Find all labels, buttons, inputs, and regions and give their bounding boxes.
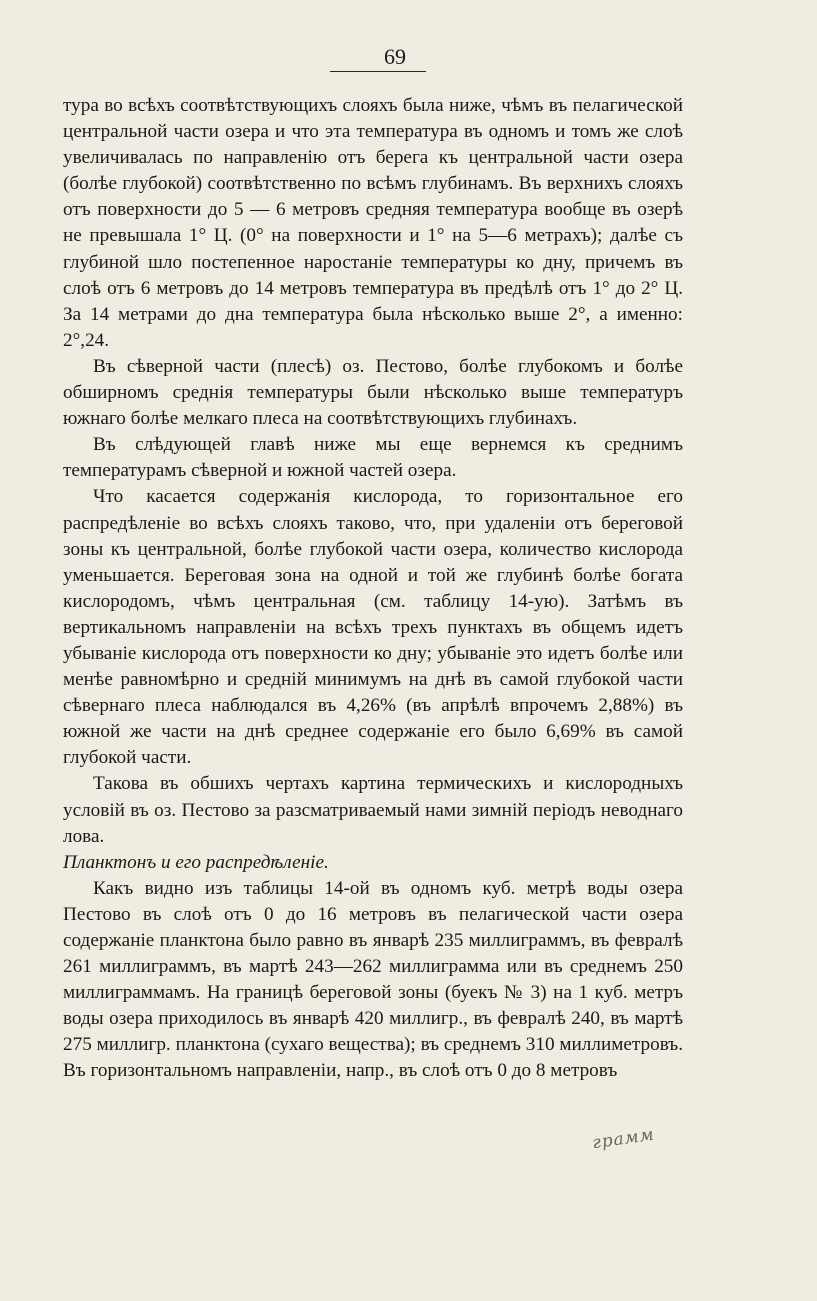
paragraph-continued: тура во всѣхъ соотвѣтствующихъ слояхъ была ниже, чѣмъ въ пелагической центральной части озера и что эта температура въ одномъ и томъ же слоѣ увеличивалась по направленію отъ берега къ центральной части озера (болѣе глубокой) соотвѣтственно по всѣмъ глубинамъ. Въ верхнихъ слояхъ отъ поверхности до 5 — 6 метровъ средняя температура вообще въ озерѣ не превышала 1° Ц. (0° на поверхности и 1° на 5—6 метрахъ); далѣе съ глубиной шло постепенное наростаніе температуры ко дну, причемъ въ слоѣ отъ 6 метровъ до 14 метровъ температура въ предѣлѣ отъ 1° до 2° Ц. За 14 метрами до дна температура была нѣсколько выше 2°, а именно: 2°,24.	[63, 95, 683, 351]
page-number: 69	[384, 44, 406, 69]
section-subheading: Планктонъ и его распредѣленіе.	[63, 851, 329, 873]
body-text	[63, 93, 683, 1085]
paragraph-plankton: Какъ видно изъ таблицы 14-ой въ одномъ куб. метрѣ воды озера Пестово въ слоѣ отъ 0 до 16 метровъ въ пелагической части озера содержаніе планктона было равно въ январѣ 235 миллиграммъ, въ февралѣ 261 миллиграммъ, въ мартѣ 243—262 миллиграмма или въ среднемъ 250 миллиграммамъ. На границѣ береговой зоны (буекъ № 3) на 1 куб. метръ воды озера приходилось въ январѣ 420 миллигр., въ февралѣ 240, въ мартѣ 275 миллигр. планктона (сухаго вещества); въ среднемъ 310 миллиметровъ. Въ горизонтальномъ направленіи, напр., въ слоѣ отъ 0 до 8 метровъ	[63, 877, 683, 1082]
paragraph-summary: Такова въ обшихъ чертахъ картина термическихъ и кислородныхъ условій въ оз. Пестово за разсматриваемый нами зимнiй періодъ неводнаго лова.	[63, 773, 683, 847]
paragraph-oxygen: Что касается содержанія кислорода, то горизонтальное его распредѣленіе во всѣхъ слояхъ таково, что, при удаленіи отъ береговой зоны къ центральной, болѣе глубокой части озера, количество кислорода уменьшается. Береговая зона на одной и той же глубинѣ болѣе богата кислородомъ, чѣмъ центральная (см. таблицу 14-ую). Затѣмъ въ вертикальномъ направленіи на всѣхъ трехъ пунктахъ въ общемъ идетъ убываніе кислорода отъ поверхности ко дну; убываніе это идетъ болѣе или менѣе равномѣрно и среднiй минимумъ на днѣ въ самой глубокой части сѣвернаго плеса наблюдался въ 4,26% (въ апрѣлѣ впрочемъ 2,88%) въ южной же части на днѣ среднее содержаніе его было 6,69% въ самой глубокой части.	[63, 486, 683, 769]
handwritten-annotation: грамм	[590, 1124, 656, 1154]
paragraph-northern-part: Въ сѣверной части (плесѣ) оз. Пестово, болѣе глубокомъ и болѣе обширномъ среднія температуры были нѣсколько выше температуръ южнаго болѣе мелкаго плеса на соотвѣтствующихъ глубинахъ.	[63, 355, 683, 430]
paragraph-next-chapter: Въ слѣдующей главѣ ниже мы еще вернемся къ среднимъ температурамъ сѣверной и южной частей озера.	[63, 434, 683, 482]
page-number-rule	[330, 71, 426, 72]
